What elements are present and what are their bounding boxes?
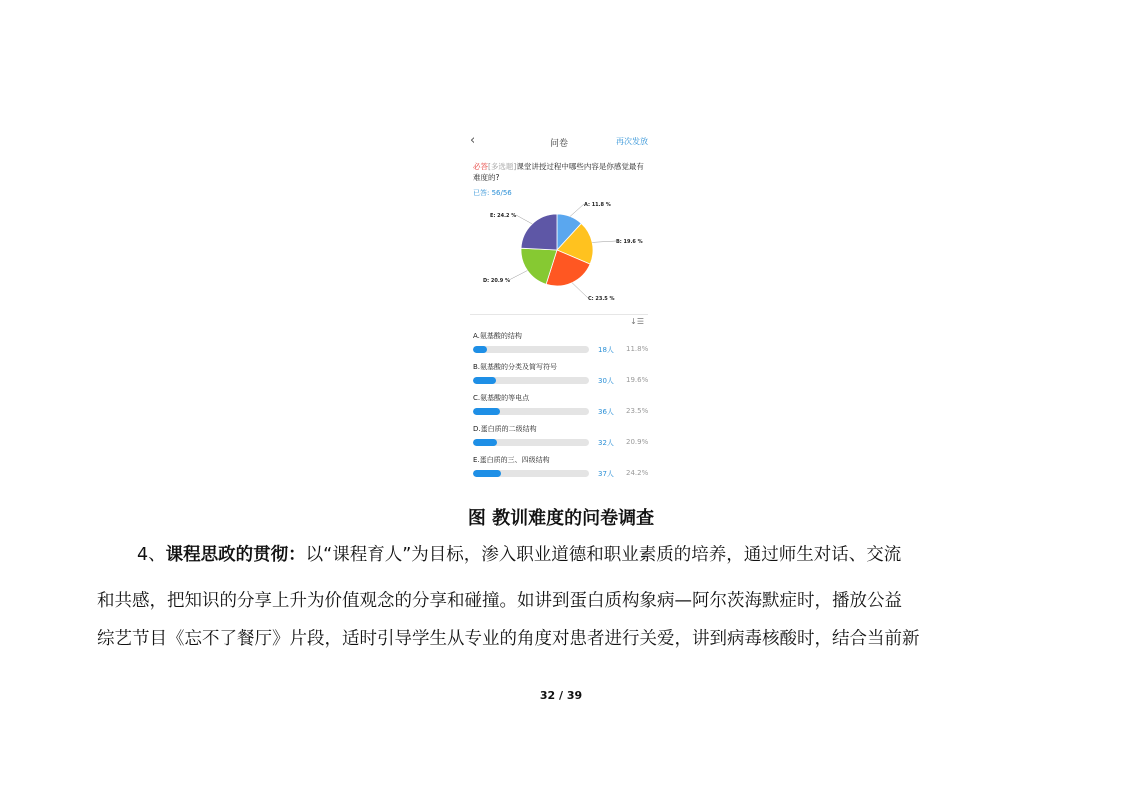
option-progress-bar [473,377,589,384]
option-label: C.氨基酸的等电点 [473,394,530,402]
question-body: 课堂讲授过程中哪些内容是你感觉最有难度的? [473,162,644,182]
option-progress-bar [473,346,589,353]
option-count[interactable]: 18人 [598,346,614,354]
option-progress-fill [473,439,497,446]
pie-leader-line [509,271,527,280]
option-progress-bar [473,470,589,477]
paragraph-line-3: 综艺节目《忘不了餐厅》片段，适时引导学生从专业的角度对患者进行关爱，讲到病毒核酸时，结合当前新 [97,629,920,649]
chevron-left-icon[interactable]: ‹ [470,133,476,148]
question-text [473,161,649,183]
divider [470,314,648,315]
option-count[interactable]: 32人 [598,439,614,447]
item-number: 4、 [137,545,166,565]
pie-leader-line [592,241,616,242]
option-progress-fill [473,377,496,384]
option-count[interactable]: 30人 [598,377,614,385]
nav-bar [464,128,654,154]
option-label: E.蛋白质的三、四级结构 [473,456,550,464]
pie-leader-line [570,204,584,216]
option-percent: 24.2% [626,469,649,477]
option-count[interactable]: 36人 [598,408,614,416]
option-count[interactable]: 37人 [598,470,614,478]
nav-title: 问卷 [549,139,568,149]
pie-leader-line [572,283,588,298]
option-row [473,331,649,357]
option-row [473,455,649,481]
option-progress-bar [473,408,589,415]
option-label: B.氨基酸的分类及简写符号 [473,363,558,371]
option-row [473,362,649,388]
question-type: [多选题] [488,162,517,171]
option-percent: 23.5% [626,407,649,415]
pie-label: A: 11.8 % [584,202,611,208]
option-row [473,393,649,419]
sort-icon[interactable]: ↓☰ [630,317,644,326]
option-percent: 11.8% [626,345,649,353]
option-progress-bar [473,439,589,446]
paragraph-line-2: 和共感，把知识的分享上升为价值观念的分享和碰撞。如讲到蛋白质构象病—阿尔茨海默症时，播放公益 [97,591,902,611]
option-progress-fill [473,408,500,415]
item-heading: 课程思政的贯彻： [165,545,306,565]
pie-slice [521,214,557,250]
option-progress-fill [473,470,501,477]
option-progress-fill [473,346,487,353]
survey-screenshot [464,128,654,480]
pie-label: C: 23.5 % [588,296,615,302]
option-label: D.蛋白质的二级结构 [473,425,537,433]
resend-button[interactable]: 再次发放 [616,137,648,146]
line-1-text: 以“课程育人”为目标，渗入职业道德和职业素质的培养，通过师生对话、交流 [305,545,902,565]
option-percent: 19.6% [626,376,649,384]
option-label: A.氨基酸的结构 [473,332,522,340]
page-number: 32 / 39 [539,689,583,702]
required-tag: 必答 [473,162,488,171]
option-percent: 20.9% [626,438,649,446]
pie-leader-line [516,215,532,224]
paragraph-line-1 [97,538,1035,573]
figure-caption: 图 教训难度的问卷调查 [467,508,655,529]
pie-label: E: 24.2 % [490,213,517,219]
pie-label: D: 20.9 % [483,278,510,284]
option-row [473,424,649,450]
answered-count: 已答: 56/56 [473,189,512,197]
pie-chart [464,198,654,308]
pie-label: B: 19.6 % [616,239,643,245]
